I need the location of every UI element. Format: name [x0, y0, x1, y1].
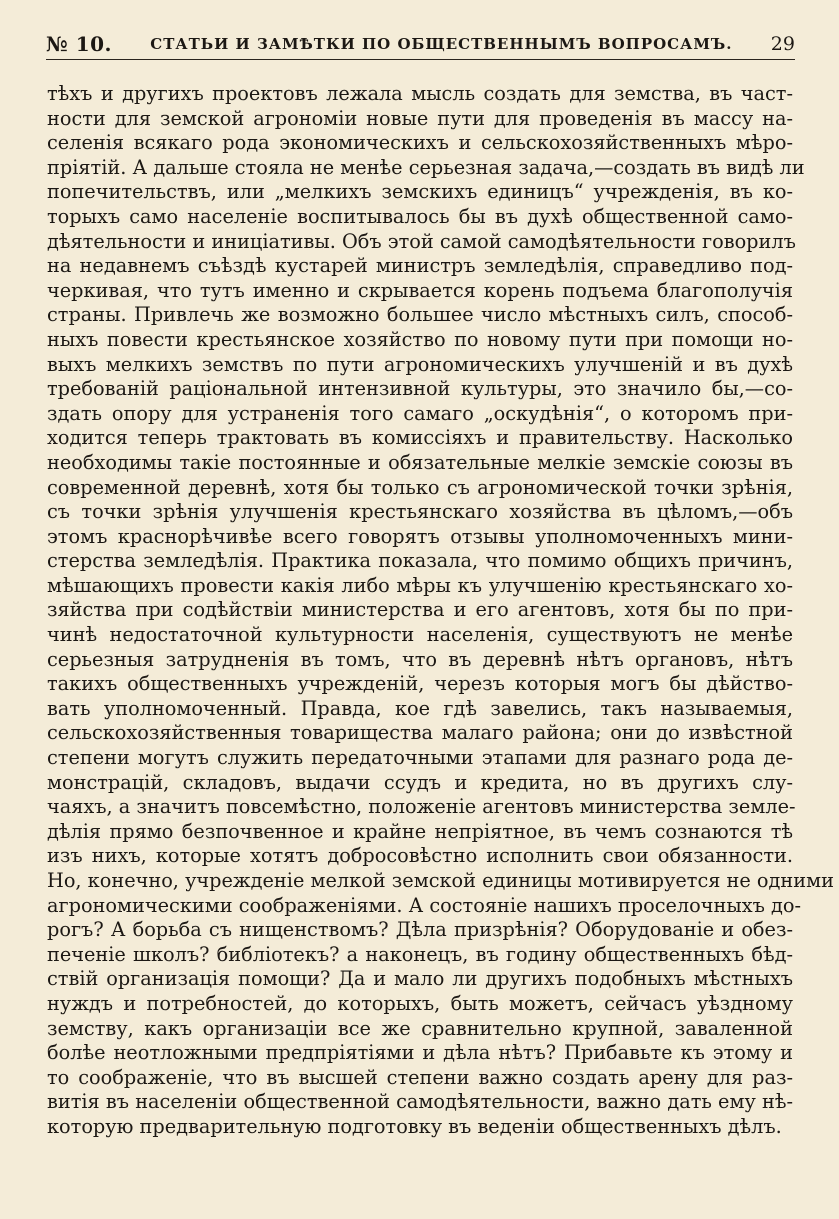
text-line: необходимы такіе постоянные и обязательные мелкіе земскіе союзы въ — [47, 450, 793, 474]
text-line: которую предварительную подготовку въ веденіи общественныхъ дѣлъ. — [47, 1114, 782, 1138]
text-line: торыхъ само населеніе воспитывалось бы въ духѣ общественной само- — [47, 204, 793, 228]
text-line: здать опору для устраненія того самаго „оскудѣнія“, о которомъ при- — [47, 401, 793, 425]
header-rule — [46, 59, 795, 60]
text-line: требованій раціональной интензивной культуры, это значило бы,—со- — [47, 377, 793, 401]
text-line: степени могутъ служить передаточными этапами для разнаго рода де- — [47, 746, 793, 770]
text-line: чинѣ недостаточной культурности населенія, существуютъ не менѣе — [47, 623, 793, 647]
text-line: болѣе неотложными предпріятіями и дѣла нѣтъ? Прибавьте къ этому и — [47, 1041, 793, 1065]
text-line: рогъ? А борьба съ нищенствомъ? Дѣла призрѣнія? Оборудованіе и обез- — [47, 918, 793, 942]
text-line: съ точки зрѣнія улучшенія крестьянскаго хозяйства въ цѣломъ,—объ — [47, 500, 793, 524]
text-line: нуждъ и потребностей, до которыхъ, быть можетъ, сейчасъ уѣздному — [47, 991, 793, 1015]
text-line: страны. Привлечь же возможно большее число мѣстныхъ силъ, способ- — [47, 303, 793, 327]
text-line: ныхъ повести крестьянское хозяйство по новому пути при помощи но- — [47, 327, 793, 351]
page-number: 29 — [770, 33, 795, 55]
issue-number: № 10. — [46, 32, 112, 56]
text-line: Но, конечно, учрежденіе мелкой земской единицы мотивируется не одними — [47, 869, 834, 892]
text-line: ности для земской агрономіи новые пути для проведенія въ массу на- — [47, 106, 793, 130]
text-line: дѣлія прямо безпочвенное и крайне непріятное, въ чемъ сознаются тѣ — [47, 819, 793, 843]
text-line: тѣхъ и другихъ проектовъ лежала мысль создать для земства, въ част- — [47, 82, 793, 105]
text-line: земству, какъ организаціи все же сравнительно крупной, заваленной — [47, 1016, 793, 1040]
text-line: сельскохозяйственныя товарищества малаго района; они до извѣстной — [47, 721, 793, 745]
text-line: селенія всякаго рода экономическихъ и сельскохозяйственныхъ мѣро- — [47, 131, 793, 155]
text-line: ходится теперь трактовать въ комиссіяхъ и правительству. Насколько — [47, 426, 793, 450]
text-line: современной деревнѣ, хотя бы только съ агрономической точки зрѣнія, — [47, 475, 793, 499]
text-line: зяйства при содѣйствіи министерства и его агентовъ, хотя бы по при- — [47, 598, 793, 622]
text-line: то соображеніе, что въ высшей степени важно создать арену для раз- — [47, 1065, 793, 1089]
text-line: выхъ мелкихъ земствъ по пути агрономическихъ улучшеній и въ духѣ — [47, 352, 793, 376]
text-line: пріятій. А дальше стояла не менѣе серьезная задача,—создать въ видѣ ли — [47, 155, 805, 179]
running-header — [46, 30, 795, 58]
body-text — [47, 82, 834, 1140]
text-line: серьезныя затрудненія въ томъ, что въ деревнѣ нѣтъ органовъ, нѣтъ — [47, 647, 793, 671]
text-line: витія въ населеніи общественной самодѣятельности, важно дать ему нѣ- — [47, 1090, 793, 1114]
text-line: монстрацій, складовъ, выдачи ссудъ и кредита, но въ другихъ слу- — [47, 770, 793, 794]
text-line: чаяхъ, а значитъ повсемѣстно, положеніе агентовъ министерства земле- — [47, 795, 796, 819]
section-title: СТАТЬИ И ЗАМѢТКИ ПО ОБЩЕСТВЕННЫМЪ ВОПРОСАМЪ. — [150, 35, 733, 53]
text-line: печеніе школъ? библіотекъ? а наконецъ, въ годину общественныхъ бѣд- — [47, 942, 793, 966]
text-line: агрономическими соображеніями. А состояніе нашихъ проселочныхъ до- — [47, 893, 801, 917]
text-line: такихъ общественныхъ учрежденій, черезъ которыя могъ бы дѣйство- — [47, 672, 793, 696]
text-line: этомъ краснорѣчивѣе всего говорятъ отзывы уполномоченныхъ мини- — [47, 524, 793, 548]
text-line: попечительствъ, или „мелкихъ земскихъ единицъ“ учрежденія, въ ко- — [47, 180, 793, 204]
text-line: черкивая, что тутъ именно и скрывается корень подъема благополучія — [47, 278, 793, 302]
text-line: дѣятельности и иниціативы. Объ этой самой самодѣятельности говорилъ — [47, 229, 796, 253]
text-line: вать уполномоченный. Правда, кое гдѣ завелись, такъ называемыя, — [47, 696, 793, 720]
text-line: ствій организація помощи? Да и мало ли другихъ подобныхъ мѣстныхъ — [47, 967, 793, 991]
text-line: изъ нихъ, которые хотятъ добросовѣстно исполнить свои обязанности. — [47, 844, 793, 868]
text-line: на недавнемъ съѣздѣ кустарей министръ земледѣлія, справедливо под- — [47, 254, 793, 278]
text-line: стерства земледѣлія. Практика показала, что помимо общихъ причинъ, — [47, 549, 793, 573]
text-line: мѣшающихъ провести какія либо мѣры къ улучшенію крестьянскаго хо- — [47, 573, 793, 597]
